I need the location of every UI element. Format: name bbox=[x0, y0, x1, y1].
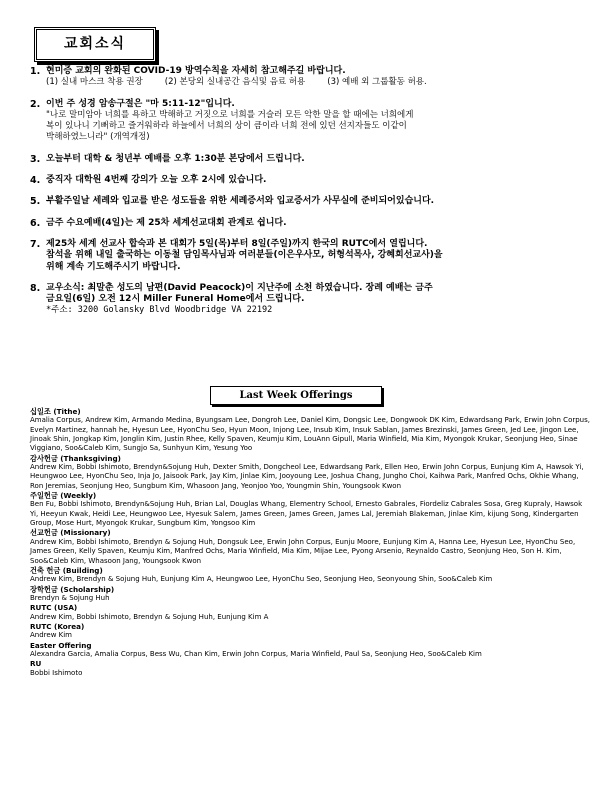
offering-heading: 십일조 (Tithe) bbox=[30, 407, 81, 416]
offerings-list bbox=[30, 407, 590, 678]
offering-heading: RUTC (Korea) bbox=[30, 621, 85, 631]
offering-names: Andrew Kim, Bobbi Ishimoto, Brendyn & Sojung Huh, Dongsuk Lee, Erwin John Corpus, Eunju Moore, Eunjung Kim A, Hanna Lee, Hyesun Lee, HyonChu Seo, James Green, Kelly Spaven, Keumju Kim, Manfred Ochs, Maria Winfield, Mia Kim, Mijae Lee, Pyong Arsenio, Reynaldo Castro, Seonjung Heo, Son H. Kim, Soo&Caleb Kim, Whasoon Jang, Youngsook Kwon bbox=[30, 537, 576, 565]
notice-text: 중직자 대학원 4번째 강의가 오늘 오후 2시에 있습니다. bbox=[46, 175, 267, 186]
notice-item bbox=[30, 154, 590, 165]
notice-number: 3. bbox=[30, 153, 41, 165]
offering-heading: Easter Offering bbox=[30, 640, 92, 650]
offering-heading: 건축 헌금 (Building) bbox=[30, 565, 103, 575]
notice-text-continued: 참석을 위해 내일 출국하는 이동철 담임목사님과 여러분들(이은우사모, 허형석목사, 강혜희선교사)을 bbox=[46, 250, 443, 261]
verse-line: "나로 말미암아 너희를 욕하고 박해하고 거짓으로 너희를 거슬러 모든 악한 말을 할 때에는 너희에게 bbox=[46, 109, 414, 120]
notice-item bbox=[30, 66, 590, 89]
notice-item bbox=[30, 175, 590, 186]
offering-section bbox=[30, 528, 590, 565]
verse-line: 박해하였느니라" (개역개정) bbox=[46, 132, 150, 143]
notice-text: 부활주일날 세례와 입교를 받은 성도들을 위한 세례증서와 입교증서가 사무실에 준비되어있습니다. bbox=[46, 196, 435, 207]
notice-text: 이번 주 성경 암송구절은 "마 5:11-12"입니다. bbox=[46, 98, 235, 109]
offering-section bbox=[30, 659, 590, 678]
notice-text-continued: 위해 계속 기도해주시기 바랍니다. bbox=[46, 261, 181, 272]
offering-section bbox=[30, 407, 590, 454]
offering-section bbox=[30, 491, 590, 528]
notice-number: 1. bbox=[30, 66, 41, 77]
notice-text: 금주 수요예배(4일)는 제 25차 세계선교대회 관계로 쉽니다. bbox=[46, 217, 287, 228]
offering-names: Andrew Kim bbox=[30, 631, 73, 640]
offering-names: Amalia Corpus, Andrew Kim, Armando Medina, Byungsam Lee, Dongroh Lee, Daniel Kim, Dongsic Lee, Dongwook DK Kim, Edwardsang Park, Erwin John Corpus, Evelyn Martinez, hannah he, Hyesun Lee, HyonChu Seo, Hyun Moon, Injong Lee, Insub Kim, Insuk Sablan, James Brezinski, James Green, Jed Lee, Jingon Lee, Jinoak Shin, Jongkap Kim, Jonglin Kim, Justin Rhee, Kelly Spaven, Keumju Kim, LouAnn Gipull, Maria Winfield, Mia Kim, Myongok Krukar, Seonjung Heo, Sinae Viggiano, Soo&Caleb Kim, Sungjo Sa, Sunhyun Kim, Yesung Yoo bbox=[30, 416, 590, 453]
notice-number: 7. bbox=[30, 238, 41, 250]
notice-item bbox=[30, 218, 590, 229]
notice-number: 8. bbox=[30, 282, 41, 294]
offerings-title: Last Week Offerings bbox=[210, 386, 382, 405]
offering-heading: 주일헌금 (Weekly) bbox=[30, 491, 97, 501]
notice-text: 오늘부터 대학 & 청년부 예배를 오후 1:30분 본당에서 드립니다. bbox=[46, 153, 305, 164]
offering-section bbox=[30, 566, 590, 585]
offering-heading: 선교헌금 (Missionary) bbox=[30, 528, 111, 538]
notice-item bbox=[30, 239, 590, 273]
offering-section bbox=[30, 603, 590, 622]
offering-heading: 감사헌금 (Thanksgiving) bbox=[30, 453, 121, 463]
offering-names: Andrew Kim, Bobbi Ishimoto, Brendyn & Sojung Huh, Eunjung Kim A bbox=[30, 612, 269, 621]
notice-item bbox=[30, 283, 590, 317]
offering-heading: RU bbox=[30, 659, 42, 669]
offering-names: Ben Fu, Bobbi Ishimoto, Brendyn&Sojung Huh, Brian Lal, Douglas Whang, Elementry School, Ernesto Gabrales, Fiordeliz Cabrales Sosa, Greg Kupraly, Hawsok Yi, Heeyun Kwak, Heidi Lee, Heungwoo Lee, Hyesuk Salem, James Green, James Green, James Lal, Jeremiah Blakeman, Jinlae Kim, kijung Song, Kindergarten Group, Mose Hurt, Myongok Krukar, Sungbum Kim, Yongsoo Kim bbox=[30, 500, 583, 528]
offering-section bbox=[30, 641, 590, 660]
notice-text: 교우소식: 최말춘 성도의 남편(David Peacock)이 지난주에 소천 하였습니다. 장례 예배는 금주 bbox=[46, 282, 433, 293]
page-title: 교회소식 bbox=[34, 27, 156, 62]
notice-number: 4. bbox=[30, 175, 41, 187]
offering-section bbox=[30, 622, 590, 641]
offering-heading: 장학헌금 (Scholarship) bbox=[30, 584, 115, 594]
notice-list bbox=[30, 66, 590, 327]
notice-sub-item: (3) 예배 외 그룹활동 허용. bbox=[327, 77, 427, 88]
notice-number: 6. bbox=[30, 217, 41, 229]
offering-section bbox=[30, 454, 590, 491]
notice-item bbox=[30, 99, 590, 144]
notice-sub-item: (1) 실내 마스크 착용 권장 bbox=[46, 77, 143, 88]
verse-line: 복이 있나니 기뻐하고 즐거워하라 하늘에서 너희의 상이 큼이라 너희 전에 있던 선지자들도 이같이 bbox=[46, 121, 407, 132]
notice-sub-item: (2) 본당외 실내공간 음식및 음료 허용 bbox=[164, 77, 306, 88]
notice-text: 제25차 세계 선교사 합숙과 본 대회가 5일(목)부터 8일(주일)까지 한국의 RUTC에서 열립니다. bbox=[46, 238, 428, 249]
notice-text: 현미증 교회의 완화된 COVID-19 방역수칙을 자세히 참고해주길 바랍니다. bbox=[46, 66, 346, 76]
funeral-address: *주소: 3200 Golansky Blvd Woodbridge VA 22192 bbox=[46, 305, 273, 316]
offering-names: Andrew Kim, Bobbi Ishimoto, Brendyn&Sojung Huh, Dexter Smith, Dongcheol Lee, Edwardsang Park, Ellen Heo, Erwin John Corpus, Eunjung Kim A, Hawsok Yi, Heungwoo Lee, HyonChu Seo, Inja Jo, Jaisook Park, Jay Kim, Jinlae Kim, Jooyoung Lee, Joshua Chang, Jungho Choi, Kaihwa Park, Manfred Ochs, Okhie Whang, Ron Jeremias, Seonjung Heo, Sungbum Kim, Whasoon Jang, Yeonjoo Yoo, Youngmin Shin, Youngsook Kwon bbox=[30, 463, 584, 490]
offering-heading: RUTC (USA) bbox=[30, 603, 78, 613]
notice-item bbox=[30, 196, 590, 207]
notice-number: 5. bbox=[30, 196, 41, 208]
offering-names: Andrew Kim, Brendyn & Sojung Huh, Eunjung Kim A, Heungwoo Lee, HyonChu Seo, Seonjung Heo, Seonyoung Shin, Soo&Caleb Kim bbox=[30, 575, 493, 584]
offering-names: Brendyn & Sojung Huh bbox=[30, 593, 110, 602]
notice-number: 2. bbox=[30, 98, 41, 110]
offering-names: Bobbi Ishimoto bbox=[30, 668, 83, 677]
offering-names: Alexandra Garcia, Amalia Corpus, Bess Wu, Chan Kim, Erwin John Corpus, Maria Winfield, Paul Sa, Seonjung Heo, Soo&Caleb Kim bbox=[30, 649, 482, 658]
offering-section bbox=[30, 585, 590, 604]
notice-text-continued: 금요일(6일) 오전 12시 Miller Funeral Home에서 드립니다. bbox=[46, 294, 305, 305]
